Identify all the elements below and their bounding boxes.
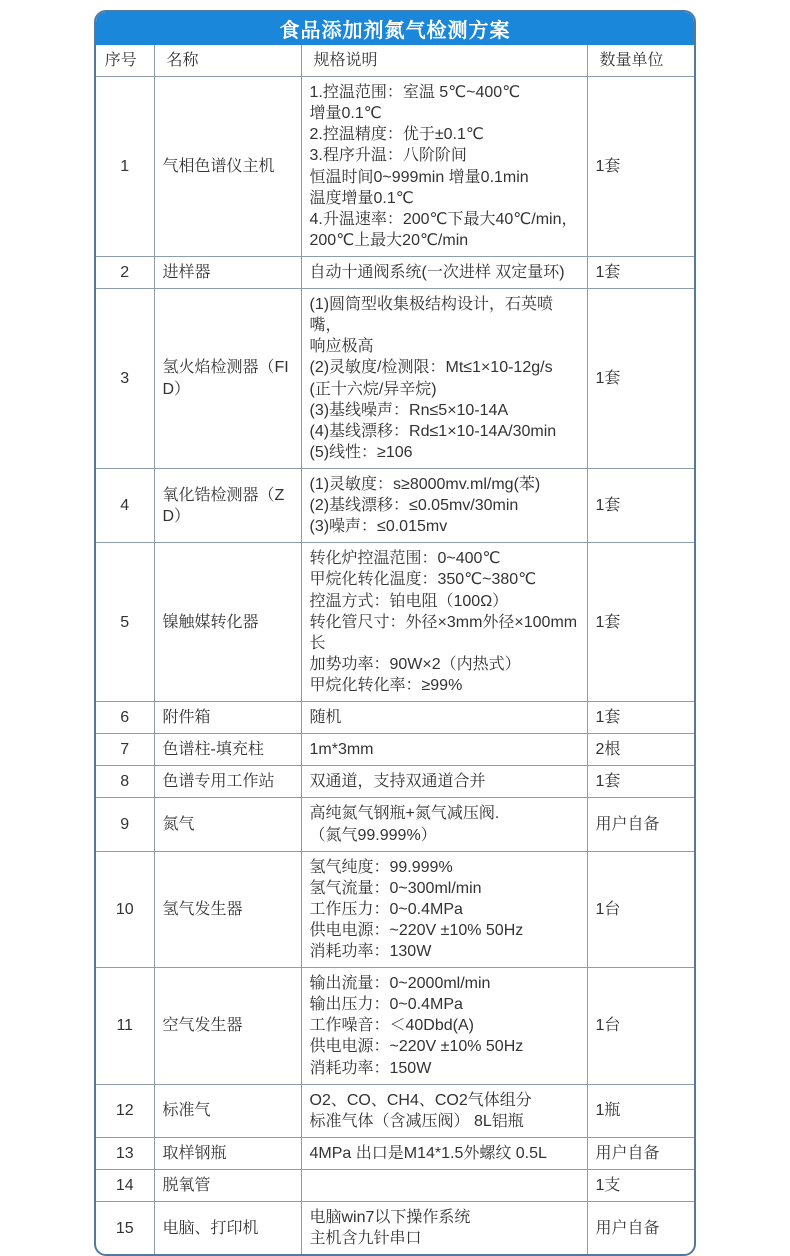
quantity-cell: 1套 xyxy=(587,289,694,469)
quantity-cell: 用户自备 xyxy=(587,798,694,851)
spec-cell xyxy=(301,77,587,257)
row-number-cell: 4 xyxy=(96,468,154,542)
spec-line: 200℃上最大20℃/min xyxy=(309,231,469,249)
quantity-cell: 1套 xyxy=(587,77,694,257)
spec-line: (1)灵敏度：s≥8000mv.ml/mg(苯) xyxy=(309,475,541,493)
quantity-cell: 1套 xyxy=(587,256,694,288)
item-name-cell: 氧化锆检测器（ZD） xyxy=(154,468,301,542)
spec-line: (正十六烷/异辛烷) xyxy=(309,380,437,398)
spec-cell xyxy=(301,734,587,766)
spec-line: （氮气99.999%） xyxy=(309,826,437,844)
column-header-spec: 规格说明 xyxy=(301,45,587,77)
item-name-cell: 附件箱 xyxy=(154,702,301,734)
item-name-cell: 色谱柱-填充柱 xyxy=(154,734,301,766)
spec-cell xyxy=(301,798,587,851)
table-row xyxy=(96,543,694,702)
item-name-cell: 氢火焰检测器（FID） xyxy=(154,289,301,469)
table-row xyxy=(96,798,694,851)
column-header-qty: 数量单位 xyxy=(587,45,694,77)
spec-line: (5)线性：≥106 xyxy=(309,443,413,461)
column-header-no: 序号 xyxy=(96,45,154,77)
spec-line: 加势功率：90W×2（内热式） xyxy=(309,655,521,673)
row-number-cell: 8 xyxy=(96,766,154,798)
spec-line: 供电电源：~220V ±10% 50Hz xyxy=(309,1038,524,1056)
row-number-cell: 15 xyxy=(96,1202,154,1255)
spec-line: 4.升温速率：200℃下最大40℃/min， xyxy=(309,210,578,228)
spec-line: 工作压力：0~0.4MPa xyxy=(309,900,463,918)
spec-line: 氢气纯度：99.999% xyxy=(309,858,453,876)
spec-line: 输出压力：0~0.4MPa xyxy=(309,996,463,1014)
spec-sheet-card xyxy=(94,10,696,1256)
spec-line: 1m*3mm xyxy=(309,741,374,759)
spec-line: 供电电源：~220V ±10% 50Hz xyxy=(309,921,524,939)
quantity-cell: 1套 xyxy=(587,468,694,542)
spec-line: 温度增量0.1℃ xyxy=(309,189,414,207)
spec-line: 消耗功率：130W xyxy=(309,943,432,961)
item-name-cell: 标准气 xyxy=(154,1084,301,1137)
spec-line: (4)基线漂移：Rd≤1×10-14A/30min xyxy=(309,422,557,440)
row-number-cell: 3 xyxy=(96,289,154,469)
spec-cell xyxy=(301,766,587,798)
spec-line: 转化炉控温范围：0~400℃ xyxy=(309,550,501,568)
spec-line: 恒温时间0~999min 增量0.1min xyxy=(309,168,529,186)
page-title: 食品添加剂氮气检测方案 xyxy=(96,12,694,45)
spec-line: (3)噪声：≤0.015mv xyxy=(309,518,448,536)
spec-cell xyxy=(301,468,587,542)
spec-line: 控温方式：铂电阻（100Ω） xyxy=(309,592,509,610)
column-header-name: 名称 xyxy=(154,45,301,77)
spec-line: (3)基线噪声：Rn≤5×10-14A xyxy=(309,401,509,419)
row-number-cell: 1 xyxy=(96,77,154,257)
spec-line: 1.控温范围：室温 5℃~400℃ xyxy=(309,84,521,102)
spec-line: 主机含九针串口 xyxy=(309,1230,422,1248)
table-row xyxy=(96,77,694,257)
quantity-cell: 1套 xyxy=(587,702,694,734)
row-number-cell: 10 xyxy=(96,851,154,968)
spec-line: 4MPa 出口是M14*1.5外螺纹 0.5L xyxy=(309,1144,547,1162)
spec-line: 氢气流量：0~300ml/min xyxy=(309,879,482,897)
row-number-cell: 7 xyxy=(96,734,154,766)
table-row xyxy=(96,468,694,542)
row-number-cell: 13 xyxy=(96,1137,154,1169)
spec-line: 增量0.1℃ xyxy=(309,105,382,123)
row-number-cell: 6 xyxy=(96,702,154,734)
spec-line: 消耗功率：150W xyxy=(309,1059,432,1077)
quantity-cell: 1台 xyxy=(587,851,694,968)
item-name-cell: 气相色谱仪主机 xyxy=(154,77,301,257)
row-number-cell: 14 xyxy=(96,1170,154,1202)
spec-cell xyxy=(301,1137,587,1169)
table-row xyxy=(96,1202,694,1255)
table-row xyxy=(96,289,694,469)
spec-table xyxy=(96,45,694,1254)
spec-line: 甲烷化转化率：≥99% xyxy=(309,676,463,694)
item-name-cell: 脱氧管 xyxy=(154,1170,301,1202)
spec-cell xyxy=(301,543,587,702)
item-name-cell: 色谱专用工作站 xyxy=(154,766,301,798)
spec-cell xyxy=(301,702,587,734)
table-row xyxy=(96,1084,694,1137)
item-name-cell: 进样器 xyxy=(154,256,301,288)
spec-line: 响应极高 xyxy=(309,338,374,356)
spec-line: 双通道，支持双通道合并 xyxy=(309,773,486,791)
table-row xyxy=(96,1170,694,1202)
spec-line: O2、CO、CH4、CO2气体组分 xyxy=(309,1091,532,1109)
spec-line: 甲烷化转化温度：350℃~380℃ xyxy=(309,571,537,589)
quantity-cell: 1台 xyxy=(587,968,694,1085)
spec-line: 输出流量：0~2000ml/min xyxy=(309,975,491,993)
item-name-cell: 电脑、打印机 xyxy=(154,1202,301,1255)
table-row xyxy=(96,702,694,734)
table-row xyxy=(96,766,694,798)
item-name-cell: 取样钢瓶 xyxy=(154,1137,301,1169)
item-name-cell: 镍触媒转化器 xyxy=(154,543,301,702)
table-row xyxy=(96,968,694,1085)
row-number-cell: 5 xyxy=(96,543,154,702)
table-body xyxy=(96,77,694,1255)
spec-cell xyxy=(301,851,587,968)
row-number-cell: 2 xyxy=(96,256,154,288)
spec-cell xyxy=(301,1084,587,1137)
spec-line: 标准气体（含减压阀） 8L铝瓶 xyxy=(309,1112,524,1130)
table-row xyxy=(96,851,694,968)
quantity-cell: 1套 xyxy=(587,766,694,798)
spec-cell xyxy=(301,289,587,469)
row-number-cell: 9 xyxy=(96,798,154,851)
spec-line: (1)圆筒型收集极结构设计，石英喷嘴， xyxy=(309,296,554,335)
spec-line: 随机 xyxy=(309,709,342,727)
spec-cell xyxy=(301,1202,587,1255)
spec-cell xyxy=(301,1170,587,1202)
quantity-cell: 1套 xyxy=(587,543,694,702)
spec-cell xyxy=(301,968,587,1085)
spec-line: 工作噪音：＜40Dbd(A) xyxy=(309,1017,474,1035)
spec-line: 自动十通阀系统(一次进样 双定量环) xyxy=(309,263,565,281)
spec-line: 转化管尺寸：外径×3mm外径×100mm长 xyxy=(309,613,578,652)
table-header-row xyxy=(96,45,694,77)
row-number-cell: 11 xyxy=(96,968,154,1085)
spec-cell xyxy=(301,256,587,288)
row-number-cell: 12 xyxy=(96,1084,154,1137)
quantity-cell: 用户自备 xyxy=(587,1137,694,1169)
spec-line: 2.控温精度：优于±0.1℃ xyxy=(309,126,484,144)
spec-line: (2)基线漂移：≤0.05mv/30min xyxy=(309,497,519,515)
spec-line: 高纯氮气钢瓶+氮气减压阀. xyxy=(309,805,500,823)
table-row xyxy=(96,256,694,288)
quantity-cell: 用户自备 xyxy=(587,1202,694,1255)
spec-line: 3.程序升温：八阶阶间 xyxy=(309,147,467,165)
item-name-cell: 氮气 xyxy=(154,798,301,851)
item-name-cell: 空气发生器 xyxy=(154,968,301,1085)
spec-line: 电脑win7以下操作系统 xyxy=(309,1209,471,1227)
item-name-cell: 氢气发生器 xyxy=(154,851,301,968)
quantity-cell: 2根 xyxy=(587,734,694,766)
table-row xyxy=(96,734,694,766)
quantity-cell: 1支 xyxy=(587,1170,694,1202)
quantity-cell: 1瓶 xyxy=(587,1084,694,1137)
spec-line: (2)灵敏度/检测限：Mt≤1×10-12g/s xyxy=(309,359,553,377)
table-row xyxy=(96,1137,694,1169)
